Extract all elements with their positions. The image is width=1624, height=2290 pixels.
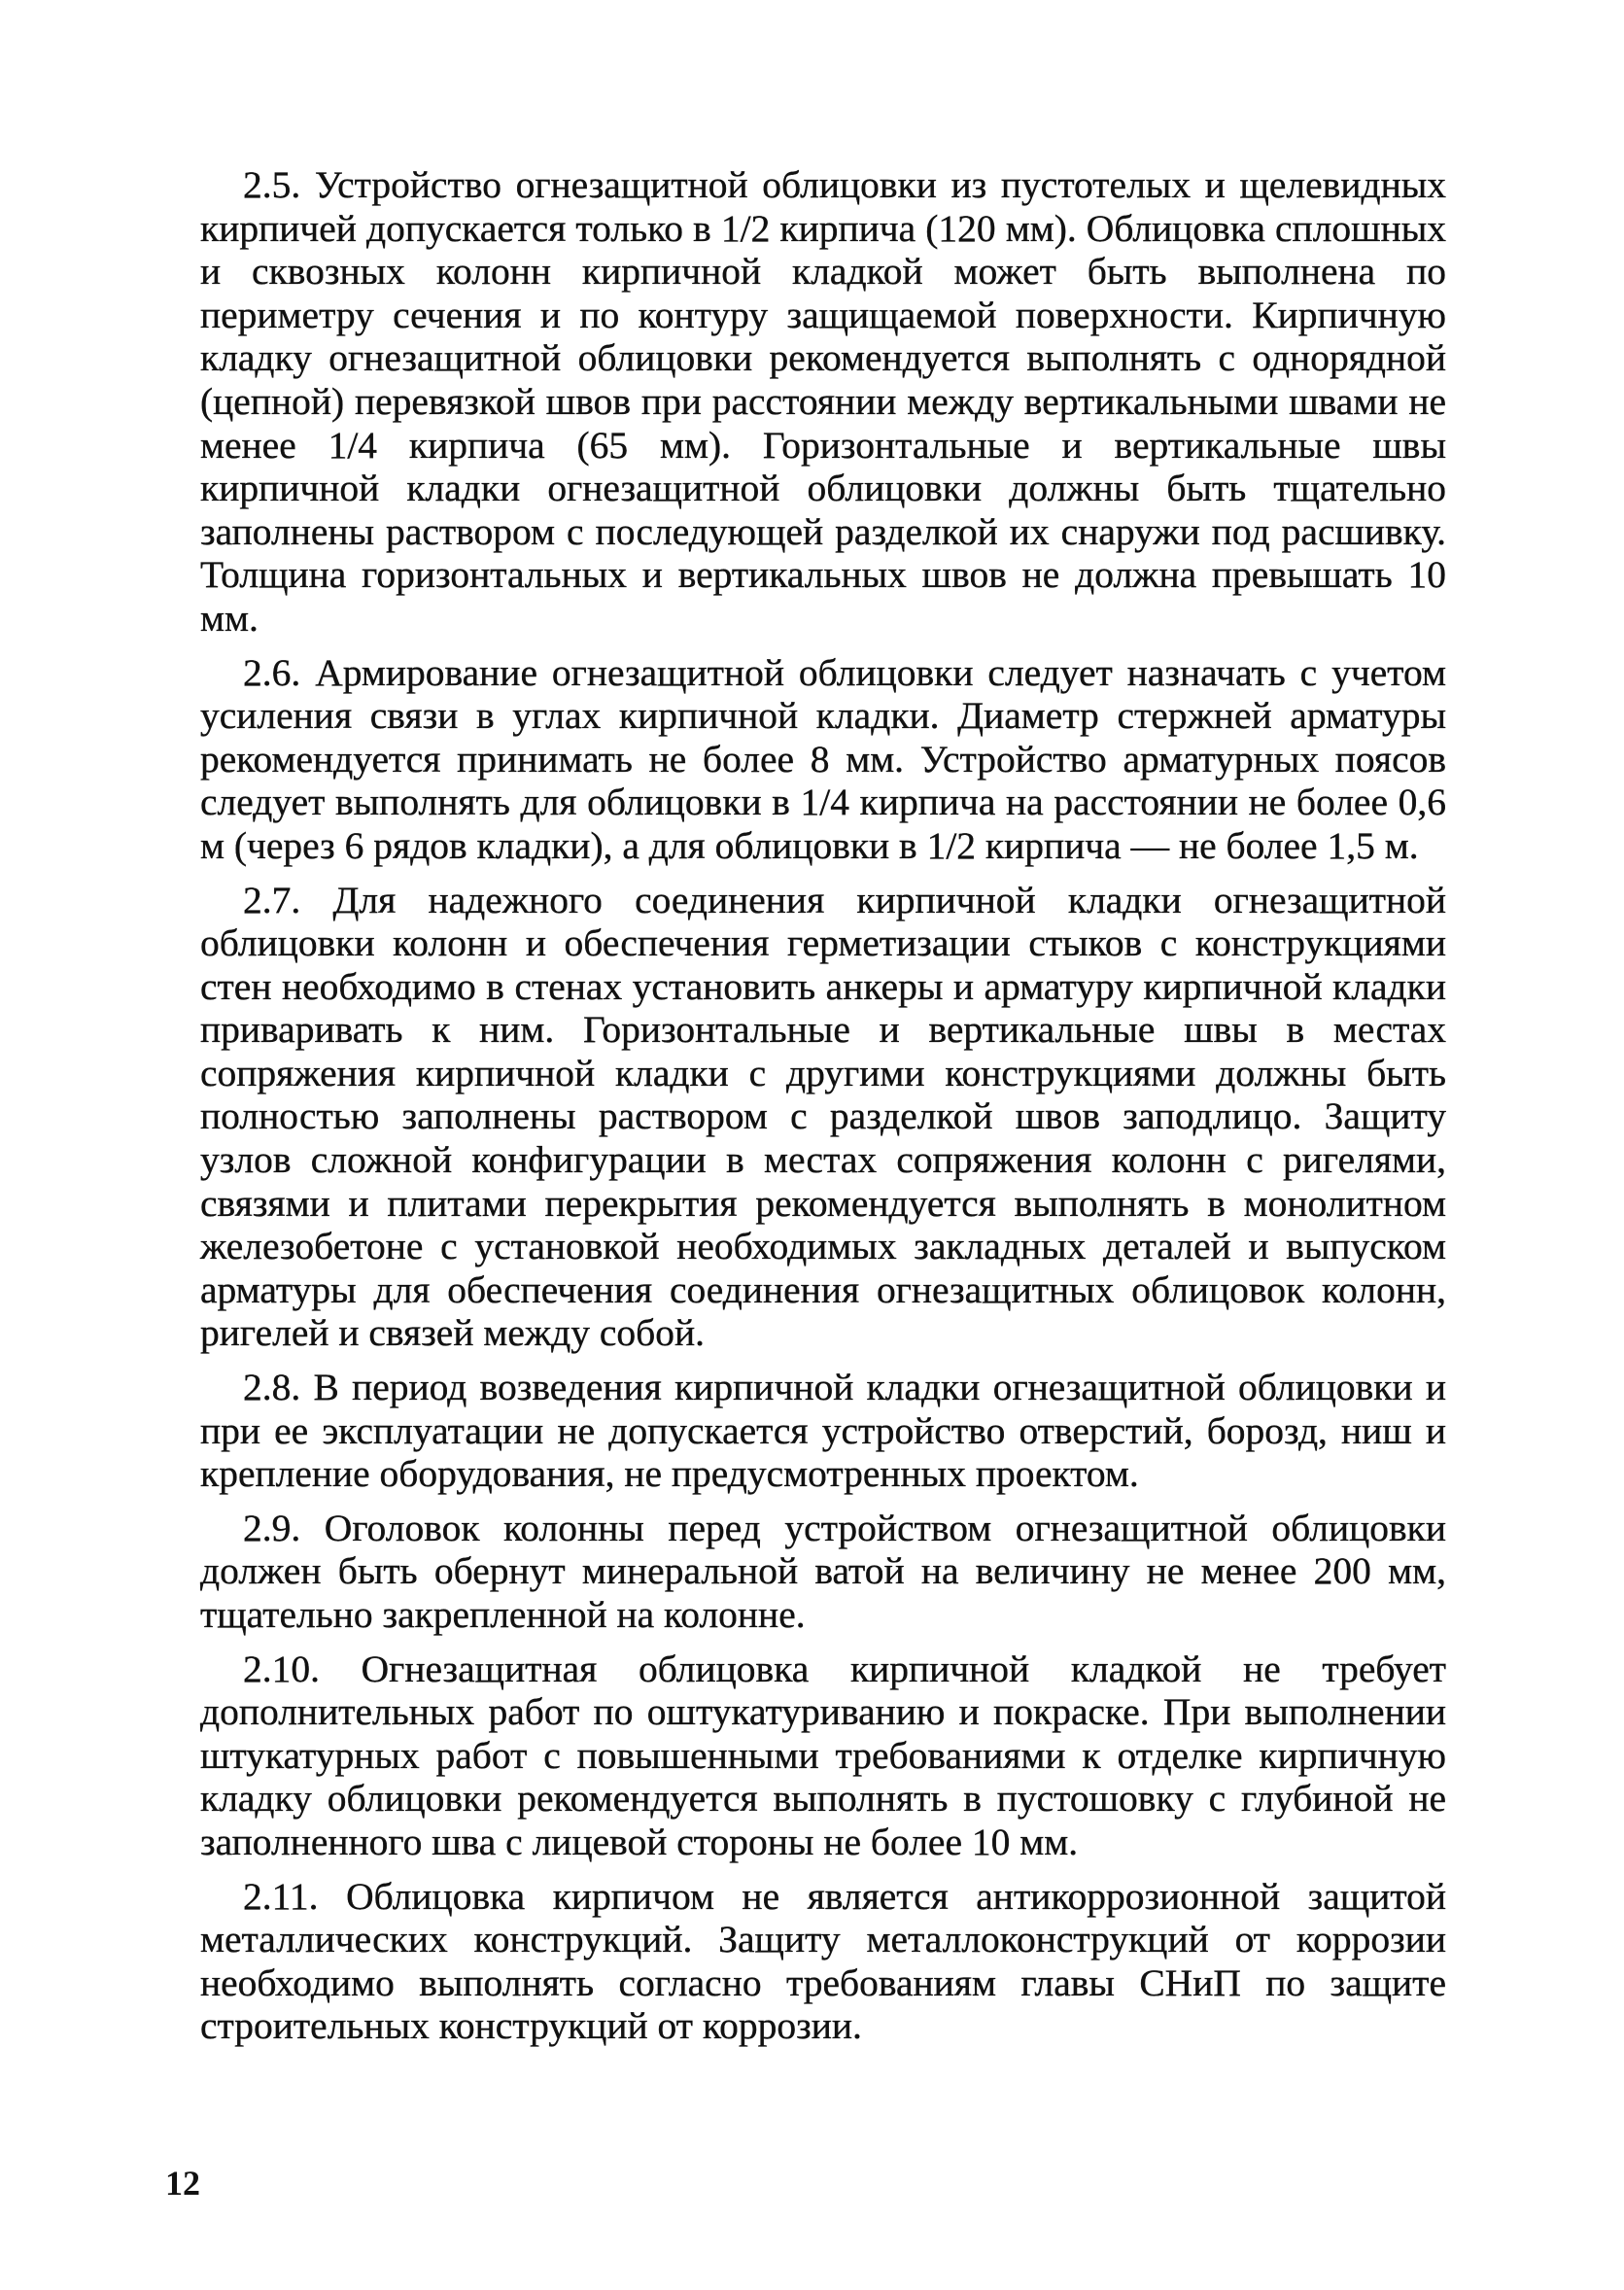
- paragraph-2-5: [200, 163, 1446, 641]
- paragraph-text: Огнезащитная облицовка кирпичной кладкой не требует дополнительных работ по оштукатуриванию и покраске. При выполнении штукатурных работ с повышенными требованиями к отделке кирпичную кладку облицовки рекомендуется выполнять в пустошовку с глубиной не заполненного шва с лицевой стороны не более 10 мм.: [200, 1647, 1447, 1863]
- paragraph-text: Устройство огнезащитной облицовки из пустотелых и щелевидных кирпичей допускается только в 1/2 кирпича (120 мм). Облицовка сплошных и сквозных колонн кирпичной кладкой может быть выполнена по периметру сечения и по контуру защищаемой поверхности. Кирпичную кладку огнезащитной облицовки рекомендуется выполнять с однорядной (цепной) перевязкой швов при расстоянии между вертикальными швами не менее 1/4 кирпича (65 мм). Горизонтальные и вертикальные швы кирпичной кладки огнезащитной облицовки должны быть тщательно заполнены раствором с последующей разделкой их снаружи под расшивку. Толщина горизонтальных и вертикальных швов не должна превышать 10 мм.: [200, 163, 1446, 640]
- paragraph-text: Для надежного соединения кирпичной кладки огнезащитной облицовки колонн и обеспечения герметизации стыков с конструкциями стен необходимо в стенах установить анкеры и арматуру кирпичной кладки приваривать к ним. Горизонтальные и вертикальные швы в местах сопряжения кирпичной кладки с другими конструкциями должны быть полностью заполнены раствором с разделкой швов заподлицо. Защиту узлов сложной конфигурации в местах сопряжения колонн с ригелями, связями и плитами перекрытия рекомендуется выполнять в монолитном железобетоне с установкой необходимых закладных деталей и выпуском арматуры для обеспечения соединения огнезащитных облицовок колонн, ригелей и связей между собой.: [200, 878, 1447, 1355]
- paragraph-text: Облицовка кирпичом не является антикоррозионной защитой металлических конструкций. Защиту металлоконструкций от коррозии необходимо выполнять согласно требованиям главы СНиП по защите строительных конструкций от коррозии.: [200, 1874, 1447, 2048]
- paragraph-2-11: [200, 1875, 1446, 2048]
- paragraph-text: Армирование огнезащитной облицовки следует назначать с учетом усиления связи в углах кирпичной кладки. Диаметр стержней арматуры рекомендуется принимать не более 8 мм. Устройство арматурных поясов следует выполнять для облицовки в 1/4 кирпича на расстоянии не более 0,6 м (через 6 рядов кладки), а для облицовки в 1/2 кирпича — не более 1,5 м.: [200, 650, 1446, 867]
- paragraph-number: 2.7.: [243, 878, 301, 921]
- body-text: [200, 163, 1446, 2059]
- paragraph-text: Оголовок колонны перед устройством огнезащитной облицовки должен быть обернут минеральной ватой на величину не менее 200 мм, тщательно закрепленной на колонне.: [200, 1506, 1446, 1636]
- paragraph-number: 2.5.: [243, 163, 301, 206]
- paragraph-2-9: [200, 1507, 1446, 1637]
- paragraph-2-7: [200, 879, 1446, 1356]
- paragraph-2-8: [200, 1366, 1446, 1496]
- page-number: 12: [165, 2164, 200, 2203]
- paragraph-number: 2.8.: [243, 1366, 301, 1409]
- paragraph-2-10: [200, 1648, 1446, 1864]
- paragraph-text: В период возведения кирпичной кладки огнезащитной облицовки и при ее эксплуатации не допускается устройство отверстий, борозд, ниш и крепление оборудования, не предусмотренных проектом.: [200, 1366, 1446, 1496]
- paragraph-2-6: [200, 651, 1446, 868]
- paragraph-number: 2.9.: [243, 1506, 301, 1549]
- paragraph-number: 2.10.: [243, 1647, 320, 1690]
- paragraph-number: 2.11.: [243, 1874, 319, 1918]
- paragraph-number: 2.6.: [243, 650, 301, 694]
